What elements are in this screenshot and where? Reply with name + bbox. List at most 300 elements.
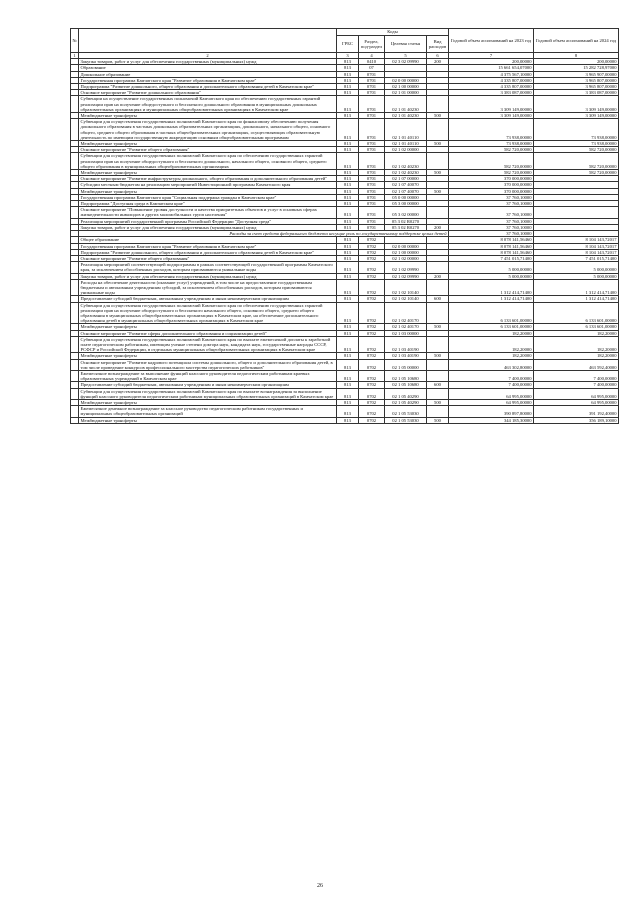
cell-sum-2024: 182,20000 — [534, 336, 619, 353]
cell-celevaya: 02 1 02 40170 — [385, 302, 427, 324]
cell-razdel: 0701 — [359, 194, 385, 200]
cell-name: Межбюджетные трансферты — [79, 353, 337, 359]
budget-table — [70, 28, 619, 424]
cell-vid: 500 — [427, 188, 449, 194]
cell-grbs: 813 — [337, 77, 359, 83]
cell-name: Ежемесячное денежное вознаграждение за классное руководство педагогическим работникам государственных и муниципальных общеобразовательных организаций — [79, 406, 337, 417]
cell-sum-2024: 582 720,00000 — [534, 147, 619, 153]
cell-celevaya: 02 1 05 10680 — [385, 370, 427, 381]
table-row — [71, 388, 619, 399]
table-row — [71, 207, 619, 218]
cell-grbs: 813 — [337, 336, 359, 353]
cell-celevaya: 02 1 02 09990 — [385, 273, 427, 279]
cell-name: Расходы на обеспечение деятельности (оказание услуг) учреждений, в том числе на предоставление государственным бюджетным и автономным учреждениям субсидий, за исключением обособленных расходов, которым присваиваются уникальные коды — [79, 279, 337, 296]
cell-name: Субвенции для осуществления государственных полномочий Камчатского края по выплате ежемесячной доплаты к заработной плате педагогическим работникам, имеющим ученые степени доктора наук, кандидата наук, государственные награды СССР, РСФСР и Российской Федерации, в отдельных муниципальных общеобразовательных организациях в Камчатском крае — [79, 336, 337, 353]
cell-name: Межбюджетные трансферты — [79, 324, 337, 330]
cell-grbs: 813 — [337, 262, 359, 273]
cell-name: Межбюджетные трансферты — [79, 188, 337, 194]
cell-celevaya: 02 1 05 40290 — [385, 388, 427, 399]
cell-grbs: 813 — [337, 388, 359, 399]
cell-grbs: 813 — [337, 359, 359, 370]
table-row — [71, 262, 619, 273]
cell-razdel: 0702 — [359, 324, 385, 330]
cell-celevaya: 02 1 02 09990 — [385, 262, 427, 273]
cell-name: Субвенции для осуществления государственных полномочий Камчатского края по обеспечению государственных гарантий реализации прав на получение общедоступного и бесплатного начального общего, основного общего, среднего общего образования в муниципальных общеобразовательных организациях в Камчатском крае, на обеспечение дополнительного образования детей в муниципальных общеобразовательных организациях в Камчатском крае — [79, 302, 337, 324]
cell-name: Предоставление субсидий бюджетным, автономным учреждениям и иным некоммерческим организациям — [79, 296, 337, 302]
cell-sum-2023: 344 185,30000 — [449, 417, 534, 423]
cell-grbs: 813 — [337, 324, 359, 330]
cell-vid — [427, 302, 449, 324]
cell-grbs: 813 — [337, 71, 359, 77]
cell-sum-2023: 6 133 601,00000 — [449, 302, 534, 324]
cell-name: Государственная программа Камчатского края "Развитие образования в Камчатском крае" — [79, 243, 337, 249]
cell-razdel: 0702 — [359, 273, 385, 279]
cell-sum-2024: 1 312 414,71400 — [534, 296, 619, 302]
cell-num — [71, 302, 79, 324]
cell-razdel: 0702 — [359, 359, 385, 370]
cell-num — [71, 119, 79, 141]
cell-celevaya: 02 1 02 00000 — [385, 255, 427, 261]
cell-sum-2024: 3 383 087,00000 — [534, 90, 619, 96]
cell-razdel: 0702 — [359, 388, 385, 399]
cell-name: Закупка товаров, работ и услуг для обеспечения государственных (муниципальных) нужд — [79, 273, 337, 279]
cell-celevaya: 02 3 02 09990 — [385, 59, 427, 65]
cell-sum-2024: 8 104 143,72017 — [534, 243, 619, 249]
cell-sum-2024: 5 000,00000 — [534, 273, 619, 279]
cell-sum-2024: 3 309 149,00000 — [534, 113, 619, 119]
cell-sum-2024: 3 965 907,00000 — [534, 71, 619, 77]
cell-sum-2023: 1 312 414,71400 — [449, 296, 534, 302]
header-grbs: ГРБС — [337, 36, 359, 53]
cell-sum-2023: 370 000,00000 — [449, 188, 534, 194]
cell-name: Подпрограмма "Развитие дошкольного, общего образования и дополнительного образования детей в Камчатском крае" — [79, 249, 337, 255]
cell-celevaya: 05 3 02 R0270 — [385, 224, 427, 230]
cell-grbs: 813 — [337, 399, 359, 405]
cell-grbs: 813 — [337, 141, 359, 147]
cell-grbs: 813 — [337, 237, 359, 243]
cell-num — [71, 96, 79, 113]
cell-name: Межбюджетные трансферты — [79, 417, 337, 423]
cell-vid: 500 — [427, 353, 449, 359]
cell-name: Общее образование — [79, 237, 337, 243]
cell-grbs: 813 — [337, 119, 359, 141]
cell-sum-2023: 73 938,00000 — [449, 119, 534, 141]
cell-name: Дошкольное образование — [79, 71, 337, 77]
cell-name: Подпрограмма "Развитие дошкольного, общего образования и дополнительного образования детей в Камчатском крае" — [79, 84, 337, 90]
header-num: № — [71, 29, 79, 53]
cell-celevaya: 02 1 00 00000 — [385, 249, 427, 255]
cell-vid — [427, 207, 449, 218]
header-vid: Вид расходов — [427, 36, 449, 53]
cell-sum-2023: 582 720,00000 — [449, 153, 534, 170]
cell-grbs: 813 — [337, 188, 359, 194]
cell-sum-2023: 15 661 654,07000 — [449, 65, 534, 71]
cell-name: Основное мероприятие "Развитие общего образования" — [79, 255, 337, 261]
cell-num — [71, 417, 79, 423]
header-sum-2024: Годовой объем ассигнований на 2024 год — [534, 29, 619, 53]
col-number: 2 — [79, 53, 337, 59]
cell-sum-2024: 3 965 807,00000 — [534, 84, 619, 90]
cell-razdel: 0702 — [359, 262, 385, 273]
table-row — [71, 406, 619, 417]
cell-name: Государственная программа Камчатского края "Социальная поддержка граждан в Камчатском крае" — [79, 194, 337, 200]
cell-razdel: 0702 — [359, 302, 385, 324]
cell-name: Закупка товаров, работ и услуг для обеспечения государственных (муниципальных) нужд — [79, 224, 337, 230]
cell-sum-2023: 8 078 141,56460 — [449, 243, 534, 249]
cell-sum-2024: 7 400,00000 — [534, 382, 619, 388]
col-number: 7 — [449, 53, 534, 59]
cell-grbs: 813 — [337, 194, 359, 200]
cell-sum-2024: 6 133 601,00000 — [534, 324, 619, 330]
cell-celevaya: 02 1 02 10140 — [385, 296, 427, 302]
cell-sum-2023: 64 995,00000 — [449, 399, 534, 405]
cell-grbs: 813 — [337, 207, 359, 218]
cell-name: Межбюджетные трансферты — [79, 399, 337, 405]
cell-name: Межбюджетные трансферты — [79, 113, 337, 119]
cell-razdel: 0702 — [359, 353, 385, 359]
cell-sum-2023: 370 000,00000 — [449, 176, 534, 182]
cell-sum-2024: 356 189,10000 — [534, 417, 619, 423]
cell-sum-2023: 390 897,80000 — [449, 406, 534, 417]
page-number: 26 — [317, 883, 323, 889]
cell-vid — [427, 336, 449, 353]
cell-name: Закупка товаров, работ и услуг для обеспечения государственных (муниципальных) нужд — [79, 59, 337, 65]
cell-grbs: 813 — [337, 273, 359, 279]
cell-sum-2024 — [534, 207, 619, 218]
cell-celevaya: 02 1 01 40110 — [385, 141, 427, 147]
cell-name: Субвенции для осуществления государственных полномочий Камчатского края по обеспечению государственных гарантий реализации прав на получение общедоступного и бесплатного дошкольного, начального общего, основного общего, среднего общего образования в муниципальных общеобразовательных организациях — [79, 153, 337, 170]
col-number: 6 — [427, 53, 449, 59]
cell-sum-2023: 37 760,10000 — [449, 231, 534, 237]
cell-celevaya: 02 1 02 40170 — [385, 324, 427, 330]
header-celevaya: Целевая статья — [385, 36, 427, 53]
cell-grbs: 813 — [337, 90, 359, 96]
cell-celevaya: 02 1 05 10680 — [385, 382, 427, 388]
cell-celevaya: 02 1 01 40110 — [385, 119, 427, 141]
cell-grbs: 813 — [337, 279, 359, 296]
cell-razdel: 0701 — [359, 113, 385, 119]
table-row — [71, 370, 619, 381]
cell-sum-2023: 5 000,00000 — [449, 262, 534, 273]
cell-celevaya: 02 1 00 00000 — [385, 84, 427, 90]
cell-sum-2023: 5 000,00000 — [449, 273, 534, 279]
cell-sum-2024: 391 192,40000 — [534, 406, 619, 417]
cell-grbs: 813 — [337, 153, 359, 170]
table-row — [71, 119, 619, 141]
cell-sum-2023: 200,00000 — [449, 59, 534, 65]
cell-sum-2023: 3 309 149,00000 — [449, 96, 534, 113]
cell-vid: 200 — [427, 224, 449, 230]
cell-sum-2024: 7 400,00000 — [534, 370, 619, 381]
cell-sum-2024: 200,00000 — [534, 59, 619, 65]
header-razdel: Раздел, под-раздел — [359, 36, 385, 53]
cell-sum-2023: 463 302,80000 — [449, 359, 534, 370]
cell-vid — [427, 279, 449, 296]
cell-grbs: 813 — [337, 330, 359, 336]
cell-sum-2024: 582 720,00000 — [534, 153, 619, 170]
col-number: 8 — [534, 53, 619, 59]
cell-vid: 500 — [427, 417, 449, 423]
cell-celevaya: 05 3 02 R0270 — [385, 218, 427, 224]
cell-celevaya: 05 3 00 00000 — [385, 201, 427, 207]
cell-razdel: 0701 — [359, 201, 385, 207]
cell-note: Расходы за счет средств федерального бюджета несущие роль по государственному поддержке целых детей — [79, 231, 449, 237]
cell-razdel: 0702 — [359, 330, 385, 336]
cell-celevaya: 02 1 01 00000 — [385, 90, 427, 96]
cell-sum-2024: 182,20000 — [534, 330, 619, 336]
cell-sum-2024: 73 938,00000 — [534, 141, 619, 147]
cell-celevaya: 05 3 02 00000 — [385, 207, 427, 218]
cell-razdel: 0702 — [359, 370, 385, 381]
cell-sum-2024: 463 592,40000 — [534, 359, 619, 370]
cell-celevaya: 02 0 00 00000 — [385, 243, 427, 249]
cell-sum-2023: 182,20000 — [449, 330, 534, 336]
cell-name: Субсидии местным бюджетам на реализацию мероприятий Инвестиционной программы Камчатского края — [79, 182, 337, 188]
table-body — [71, 59, 619, 424]
cell-sum-2023: 37 760,10000 — [449, 207, 534, 218]
cell-vid — [427, 96, 449, 113]
cell-grbs: 813 — [337, 249, 359, 255]
cell-razdel: 0702 — [359, 255, 385, 261]
cell-celevaya: 02 1 02 40230 — [385, 170, 427, 176]
cell-name: Субвенции для осуществления государственных полномочий Камчатского края по выплате вознаграждения за выполнение функций классного руководителя педагогическим работникам муниципальных образовательных организаций в Камчатском крае — [79, 388, 337, 399]
cell-vid: 500 — [427, 399, 449, 405]
cell-razdel: 0702 — [359, 406, 385, 417]
cell-vid: 600 — [427, 296, 449, 302]
table-row — [71, 417, 619, 423]
cell-celevaya: 02 1 03 40190 — [385, 353, 427, 359]
cell-sum-2024: 3 965 807,00000 — [534, 77, 619, 83]
cell-celevaya: 02 1 02 40230 — [385, 153, 427, 170]
cell-sum-2023: 3 383 087,00000 — [449, 90, 534, 96]
cell-sum-2024: 1 312 414,71400 — [534, 279, 619, 296]
cell-celevaya: 02 1 05 53030 — [385, 417, 427, 423]
cell-name: Межбюджетные трансферты — [79, 170, 337, 176]
cell-num — [71, 262, 79, 273]
cell-sum-2023: 37 760,10000 — [449, 201, 534, 207]
cell-vid — [427, 119, 449, 141]
cell-vid — [427, 359, 449, 370]
cell-grbs: 813 — [337, 353, 359, 359]
cell-sum-2024: 182,20000 — [534, 353, 619, 359]
cell-vid: 500 — [427, 324, 449, 330]
cell-razdel: 0701 — [359, 188, 385, 194]
cell-grbs: 813 — [337, 218, 359, 224]
cell-celevaya: 02 1 07 40070 — [385, 182, 427, 188]
cell-grbs: 813 — [337, 302, 359, 324]
cell-razdel: 0701 — [359, 218, 385, 224]
cell-sum-2023: 8 078 141,56460 — [449, 249, 534, 255]
cell-razdel: 0702 — [359, 296, 385, 302]
header-codes: Коды — [337, 29, 449, 36]
cell-name: Государственная программа Камчатского края "Развитие образования в Камчатском крае" — [79, 77, 337, 83]
col-number: 3 — [337, 53, 359, 59]
cell-razdel: 0701 — [359, 224, 385, 230]
cell-name: Субвенции на осуществление государственных полномочий Камчатского края по обеспечению государственных гарантий реализации прав на получение общедоступного и бесплатного дошкольного образования в муниципальных дошкольных образовательных организациях и муниципальных общеобразовательных организациях в Камчатском крае — [79, 96, 337, 113]
cell-razdel: 0702 — [359, 249, 385, 255]
cell-celevaya: 02 1 03 40190 — [385, 336, 427, 353]
cell-sum-2024: 64 995,00000 — [534, 388, 619, 399]
col-number: 5 — [385, 53, 427, 59]
cell-num — [71, 388, 79, 399]
cell-sum-2023: 7 400,00000 — [449, 370, 534, 381]
header-sum-2023: Годовой объем ассигнований на 2023 год — [449, 29, 534, 53]
cell-grbs: 813 — [337, 96, 359, 113]
col-number: 4 — [359, 53, 385, 59]
cell-grbs: 813 — [337, 113, 359, 119]
cell-vid: 500 — [427, 170, 449, 176]
cell-grbs: 813 — [337, 59, 359, 65]
cell-sum-2023: 4 335 807,00000 — [449, 77, 534, 83]
cell-name: Основное мероприятие "Развитие сферы дополнительного образования и социализации детей" — [79, 330, 337, 336]
cell-grbs: 813 — [337, 176, 359, 182]
cell-sum-2023: 7 400,00000 — [449, 382, 534, 388]
cell-sum-2023: 182,20000 — [449, 336, 534, 353]
cell-celevaya: 02 1 01 40230 — [385, 113, 427, 119]
cell-vid — [427, 370, 449, 381]
cell-razdel: 0701 — [359, 176, 385, 182]
cell-num — [71, 336, 79, 353]
cell-sum-2023: 182,20000 — [449, 353, 534, 359]
cell-name: Основное мероприятие "Развитие кадрового потенциала системы дошкольного, общего и дополнительного образования детей, в том числе проведение конкурсов профессионального мастерства педагогических работников" — [79, 359, 337, 370]
cell-vid: 600 — [427, 382, 449, 388]
cell-razdel: 0701 — [359, 170, 385, 176]
cell-grbs: 813 — [337, 147, 359, 153]
cell-sum-2023: 37 760,10000 — [449, 218, 534, 224]
cell-razdel: 0701 — [359, 207, 385, 218]
cell-name: Межбюджетные трансферты — [79, 141, 337, 147]
cell-celevaya: 02 1 02 10140 — [385, 279, 427, 296]
table-row — [71, 302, 619, 324]
cell-razdel: 0701 — [359, 71, 385, 77]
cell-sum-2023: 73 938,00000 — [449, 141, 534, 147]
cell-razdel: 07 — [359, 65, 385, 71]
cell-grbs: 813 — [337, 406, 359, 417]
cell-grbs: 813 — [337, 296, 359, 302]
cell-name: Основное мероприятие "Повышение уровня доступности и качества приоритетных объектов и услуг в основных сферах жизнедеятельности инвалидов и других маломобильных групп населения" — [79, 207, 337, 218]
cell-vid — [427, 262, 449, 273]
cell-razdel: 0702 — [359, 243, 385, 249]
cell-grbs: 813 — [337, 255, 359, 261]
cell-name: Образование — [79, 65, 337, 71]
cell-sum-2024: 582 720,00000 — [534, 170, 619, 176]
cell-sum-2023: 370 000,00000 — [449, 182, 534, 188]
cell-razdel: 0702 — [359, 237, 385, 243]
cell-razdel: 0701 — [359, 77, 385, 83]
cell-celevaya: 02 1 01 40230 — [385, 96, 427, 113]
cell-razdel: 0410 — [359, 59, 385, 65]
cell-sum-2024: 64 995,00000 — [534, 399, 619, 405]
cell-name: Основное мероприятие "Развитие общего образования" — [79, 147, 337, 153]
cell-sum-2024: 73 938,00000 — [534, 119, 619, 141]
cell-sum-2023: 4 335 807,00000 — [449, 84, 534, 90]
cell-sum-2023: 37 760,10000 — [449, 194, 534, 200]
cell-sum-2023: 64 995,00000 — [449, 388, 534, 399]
cell-razdel: 0702 — [359, 417, 385, 423]
cell-vid: 500 — [427, 113, 449, 119]
cell-sum-2023: 582 720,00000 — [449, 147, 534, 153]
col-number: 1 — [71, 53, 79, 59]
cell-sum-2024: 3 309 149,00000 — [534, 96, 619, 113]
table-row — [71, 153, 619, 170]
cell-razdel: 0701 — [359, 153, 385, 170]
cell-sum-2023: 582 720,00000 — [449, 170, 534, 176]
cell-num — [71, 406, 79, 417]
cell-grbs: 813 — [337, 417, 359, 423]
cell-sum-2024: 5 000,00000 — [534, 262, 619, 273]
cell-razdel: 0701 — [359, 141, 385, 147]
cell-sum-2024: 15 282 728,97000 — [534, 65, 619, 71]
cell-num — [71, 370, 79, 381]
cell-name: Подпрограмма "Доступная среда в Камчатском крае" — [79, 201, 337, 207]
cell-grbs: 813 — [337, 370, 359, 381]
cell-razdel: 0702 — [359, 382, 385, 388]
cell-grbs: 813 — [337, 243, 359, 249]
cell-razdel: 0702 — [359, 336, 385, 353]
cell-grbs: 813 — [337, 224, 359, 230]
cell-razdel: 0701 — [359, 147, 385, 153]
cell-grbs: 813 — [337, 170, 359, 176]
cell-sum-2024: 6 133 601,00000 — [534, 302, 619, 324]
cell-grbs: 813 — [337, 382, 359, 388]
cell-celevaya: 02 1 07 40070 — [385, 188, 427, 194]
cell-num — [71, 207, 79, 218]
cell-name: Субвенции для осуществления государственных полномочий Камчатского края по финансовому обеспечению получения дошкольного образования в частных дошкольных образовательных организациях, дошкольного, начального общего, основного общего, среднего общего образования в частных общеобразовательных организациях, осуществляющих образовательную деятельность по имеющим государственную аккредитацию основным общеобразовательным программам — [79, 119, 337, 141]
table-row — [71, 279, 619, 296]
table-header — [71, 29, 619, 59]
header-name — [79, 29, 337, 53]
cell-sum-2023: 7 451 015,71400 — [449, 255, 534, 261]
cell-vid: 500 — [427, 141, 449, 147]
cell-celevaya: 02 1 02 00000 — [385, 147, 427, 153]
cell-celevaya: 02 0 00 00000 — [385, 77, 427, 83]
cell-sum-2024: 8 104 143,72017 — [534, 249, 619, 255]
cell-sum-2024: 8 104 143,72017 — [534, 237, 619, 243]
cell-vid — [427, 406, 449, 417]
cell-vid: 200 — [427, 273, 449, 279]
cell-name: Ежемесячное вознаграждение за выполнение функций классного руководителя педагогическим работникам краевых образовательных учреждений в Камчатском крае — [79, 370, 337, 381]
cell-sum-2023: 4 375 567,10000 — [449, 71, 534, 77]
cell-celevaya: 02 1 05 40290 — [385, 399, 427, 405]
cell-razdel: 0702 — [359, 399, 385, 405]
cell-num — [71, 279, 79, 296]
cell-grbs: 813 — [337, 201, 359, 207]
cell-razdel: 0701 — [359, 182, 385, 188]
cell-vid — [427, 153, 449, 170]
cell-sum-2023: 8 078 141,56460 — [449, 237, 534, 243]
cell-grbs: 813 — [337, 65, 359, 71]
cell-sum-2023: 37 760,10000 — [449, 224, 534, 230]
cell-sum-2024: 7 451 015,71400 — [534, 255, 619, 261]
cell-sum-2023: 6 133 601,00000 — [449, 324, 534, 330]
cell-num — [71, 359, 79, 370]
cell-celevaya: 02 1 05 53030 — [385, 406, 427, 417]
cell-vid: 200 — [427, 59, 449, 65]
cell-sum-2023: 1 312 414,71400 — [449, 279, 534, 296]
cell-razdel: 0701 — [359, 96, 385, 113]
cell-name: Реализация мероприятий соответствующей подпрограммы в рамках соответствующей государственной программы Камчатского края, за исключением обособленных расходов, которым присваиваются уникальные коды — [79, 262, 337, 273]
cell-razdel: 0701 — [359, 119, 385, 141]
table-row — [71, 336, 619, 353]
cell-celevaya: 02 1 07 00000 — [385, 176, 427, 182]
cell-razdel: 0702 — [359, 279, 385, 296]
cell-name: Предоставление субсидий бюджетным, автономным учреждениям и иным некоммерческим организациям — [79, 382, 337, 388]
cell-name: Реализация мероприятий государственной программы Российской Федерации "Доступная среда" — [79, 218, 337, 224]
cell-razdel: 0701 — [359, 90, 385, 96]
cell-sum-2023: 3 309 149,00000 — [449, 113, 534, 119]
cell-grbs: 813 — [337, 182, 359, 188]
cell-grbs: 813 — [337, 84, 359, 90]
